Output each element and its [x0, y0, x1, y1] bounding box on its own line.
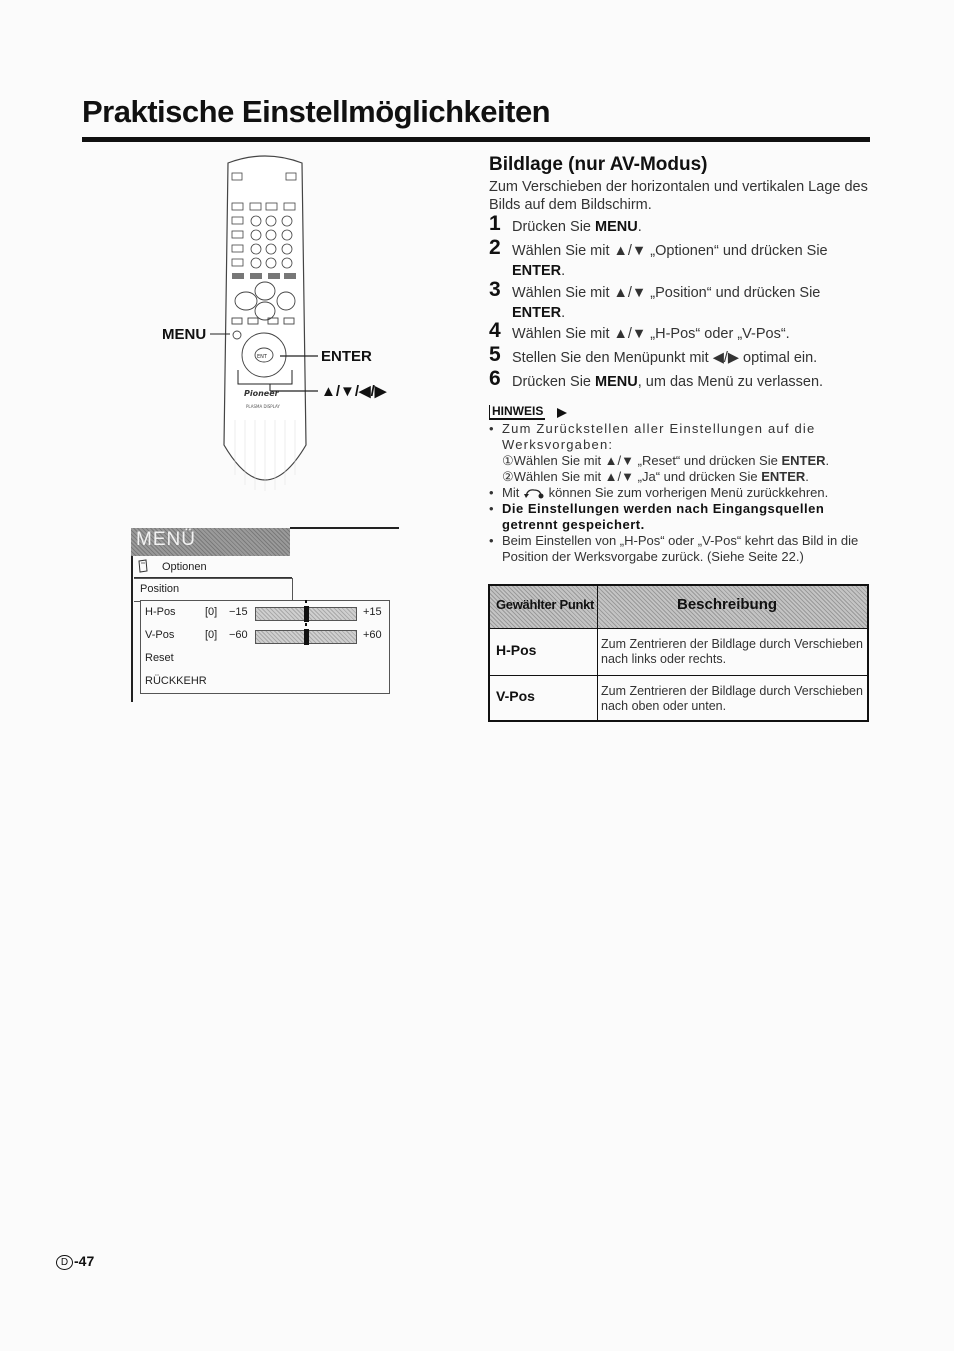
remote-callout-lines [210, 320, 330, 400]
step-number: 4 [489, 319, 501, 342]
hpos-label[interactable]: H-Pos [145, 606, 176, 618]
step-3: 3 Wählen Sie mit ▲/▼ „Position“ und drücken Sie ENTER. [489, 278, 821, 321]
menu-header: MENÜ [136, 529, 196, 550]
optionen-label: Optionen [162, 561, 207, 573]
hpos-slider[interactable] [255, 607, 357, 621]
step-number: 3 [489, 278, 501, 301]
vpos-slider-thumb[interactable] [304, 629, 309, 645]
section-title: Bildlage (nur AV-Modus) [489, 154, 708, 175]
vpos-center-marker [305, 623, 307, 626]
region-badge: D [56, 1255, 73, 1270]
svg-text:PLASMA DISPLAY: PLASMA DISPLAY [246, 404, 280, 409]
hpos-slider-thumb[interactable] [304, 606, 309, 622]
table-divider [490, 675, 867, 676]
col-header-description: Beschreibung [677, 596, 778, 613]
svg-text:Pioneer: Pioneer [244, 389, 279, 398]
step-number: 1 [489, 212, 501, 235]
optionen-icon [137, 559, 149, 573]
step-number: 6 [489, 367, 501, 390]
table-row-desc: Zum Zentrieren der Bildlage durch Verschieben nach oben oder unten. [601, 684, 863, 713]
title-rule [82, 137, 870, 142]
vpos-label[interactable]: V-Pos [145, 629, 175, 641]
step-number: 2 [489, 236, 501, 259]
vpos-max: +60 [363, 629, 382, 641]
hpos-min: −15 [229, 606, 248, 618]
position-label: Position [140, 583, 180, 595]
back-item[interactable]: RÜCKKEHR [145, 675, 207, 687]
col-header-item: Gewählter Punkt [496, 597, 595, 612]
step-2: 2 Wählen Sie mit ▲/▼ „Optionen“ und drücken Sie ENTER. [489, 236, 828, 279]
arrows-callout-label: ▲/▼/◀/▶ [321, 383, 387, 400]
page-title: Praktische Einstellmöglichkeiten [82, 94, 551, 129]
return-icon [523, 487, 545, 499]
hinweis-tag: HINWEIS [489, 405, 545, 420]
vpos-value: [0] [205, 629, 218, 641]
menu-top-line [290, 527, 399, 529]
table-divider [490, 628, 867, 629]
step-4: 4 Wählen Sie mit ▲/▼ „H-Pos“ oder „V-Pos“. [489, 319, 790, 342]
step-6: 6 Drücken Sie MENU, um das Menü zu verlassen. [489, 367, 824, 390]
note-position: • Beim Einstellen von „H-Pos“ oder „V-Pos“ kehrt das Bild in die Position der Werksvorgabe zurück. (Siehe Seite 22.) [489, 533, 859, 564]
step-number: 5 [489, 343, 501, 366]
hinweis-arrow-icon [557, 408, 569, 418]
hpos-value: [0] [205, 606, 218, 618]
table-row-desc: Zum Zentrieren der Bildlage durch Verschieben nach links oder rechts. [601, 637, 863, 666]
hpos-max: +15 [363, 606, 382, 618]
step-1: 1 Drücken Sie MENU. [489, 212, 642, 235]
svg-text:ENT: ENT [257, 354, 267, 360]
vpos-slider[interactable] [255, 630, 357, 644]
table-row-item: H-Pos [496, 642, 537, 658]
page-number: D -47 [56, 1253, 94, 1270]
note-return: • Mit können Sie zum vorherigen Menü zurückkehren. [489, 485, 829, 500]
table-row-item: V-Pos [496, 688, 535, 704]
optionen-row[interactable] [134, 556, 292, 578]
note-saved: • Die Einstellungen werden nach Eingangsquellen getrennt gespeichert. [489, 501, 825, 532]
enter-callout-label: ENTER [321, 348, 372, 365]
menu-callout-label: MENU [162, 326, 207, 343]
note-sub-2: ②Wählen Sie mit ▲/▼ „Ja“ und drücken Sie ENTER. [502, 469, 809, 484]
hpos-center-marker [305, 600, 307, 603]
note-reset: • Zum Zurückstellen aller Einstellungen auf die Werksvorgaben: [489, 421, 816, 452]
vpos-min: −60 [229, 629, 248, 641]
reset-item[interactable]: Reset [145, 652, 174, 664]
table-divider [597, 586, 598, 720]
step-5: 5 Stellen Sie den Menüpunkt mit ◀/▶ optimal ein. [489, 343, 818, 366]
menu-left-line [131, 556, 133, 702]
section-intro: Zum Verschieben der horizontalen und vertikalen Lage des Bilds auf dem Bildschirm. [489, 179, 868, 213]
note-sub-1: ①Wählen Sie mit ▲/▼ „Reset“ und drücken Sie ENTER. [502, 453, 830, 468]
